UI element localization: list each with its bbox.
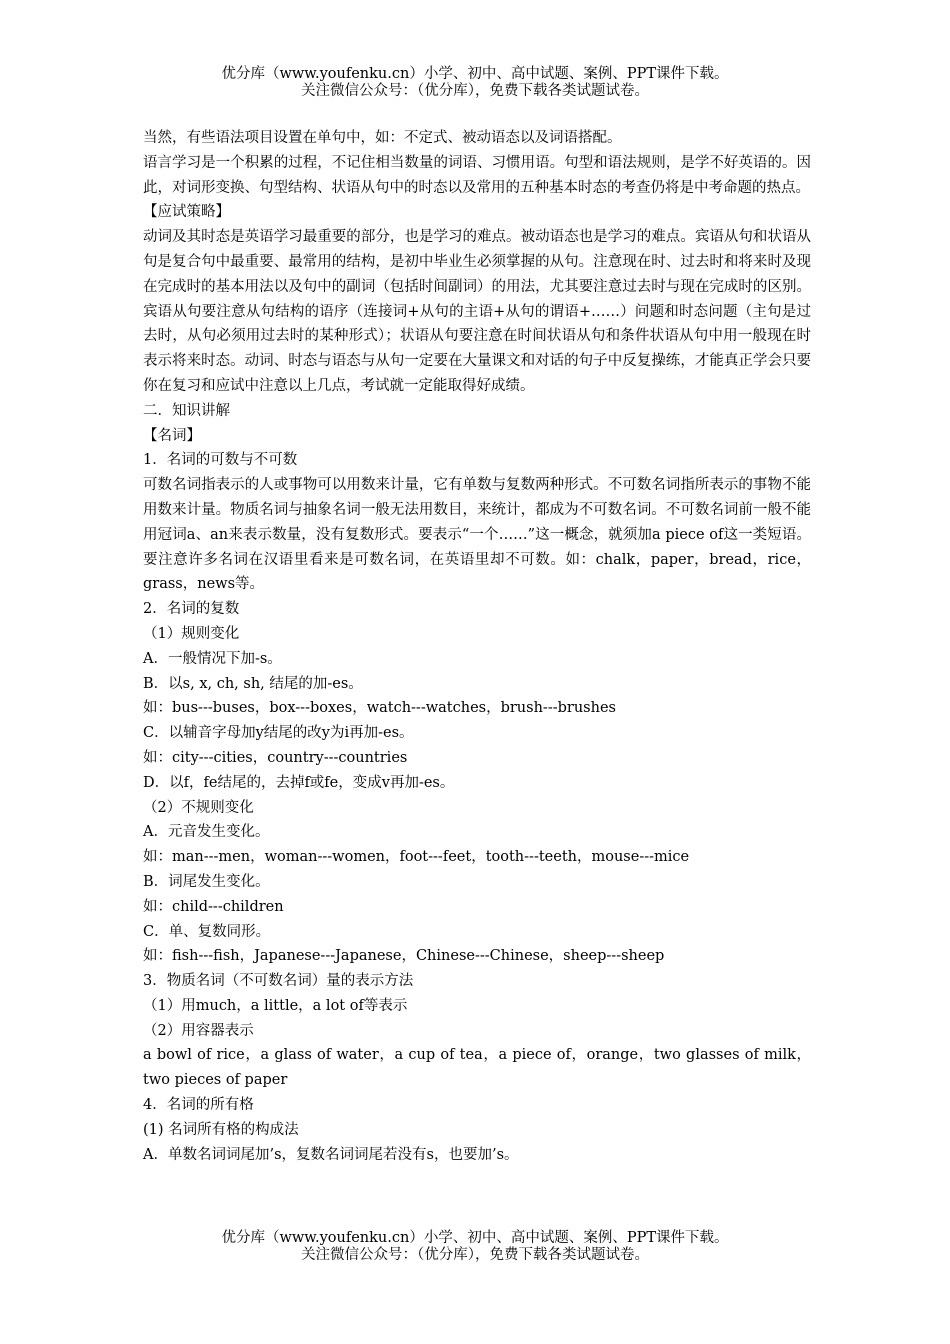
header-line-1: 优分库（www.youfenku.cn）小学、初中、高中试题、案例、PPT课件下载。 (221, 66, 729, 82)
paragraph-language-learning: 语言学习是一个积累的过程，不记住相当数量的词语、习惯用语。句型和语法规则，是学不好英语的。因此，对词形变换、句型结构、状语从句中的时态以及常用的五种基本时态的考查仍将是中考命题的热点。 (143, 154, 811, 196)
section-heading-strategy: 【应试策略】 (143, 204, 230, 221)
paragraph-strategy: 动词及其时态是英语学习最重要的部分，也是学习的难点。被动语态也是学习的难点。宾语从句和状语从句是复合句中最重要、最常用的结构，是初中毕业生必须掌握的从句。注意现在时、过去时和将来时及现在完成时的基本用法以及句中的副词（包括时间副词）的用法，尤其要注意过去时与现在完成时的区别。宾语从句要注意从句结构的语序（连接词+从句的主语+从句的谓语+……）问题和时态问题（主句是过去时，从句必须用过去时的某种形式）；状语从句要注意在时间状语从句和条件状语从句中用一般现在时表示将来时态。动词、时态与语态与从句一定要在大量课文和对话的句子中反复操练，才能真正学会只要你在复习和应试中注意以上几点，考试就一定能取得好成绩。 (143, 229, 811, 394)
list-item: （1）用much，a little，a lot of等表示 (143, 997, 408, 1014)
example-line: 如：child---children (143, 898, 284, 915)
subheading-plural: 2．名词的复数 (143, 601, 240, 618)
list-item: C．以辅音字母加y结尾的改y为i再加-es。 (143, 725, 414, 742)
page-footer (0, 1230, 950, 1264)
list-item: B．以s, x, ch, sh, 结尾的加-es。 (143, 675, 363, 692)
example-line: 如：bus---buses，box---boxes，watch---watches，brush---brushes (143, 700, 616, 717)
section-heading-knowledge: 二．知识讲解 (143, 402, 230, 419)
example-line: 如：fish---fish，Japanese---Japanese，Chinese---Chinese，sheep---sheep (143, 948, 665, 965)
example-paragraph-containers: a bowl of rice，a glass of water，a cup of tea，a piece of，orange，two glasses of milk，two pieces of paper (143, 1047, 811, 1089)
header-line-2: 关注微信公众号：（优分库），免费下载各类试题试卷。 (301, 83, 649, 99)
list-item: A．元音发生变化。 (143, 824, 270, 841)
list-item: （2）不规则变化 (143, 799, 254, 816)
footer-line-1: 优分库（www.youfenku.cn）小学、初中、高中试题、案例、PPT课件下载。 (221, 1230, 729, 1246)
paragraph-countable: 可数名词指表示的人或事物可以用数来计量，它有单数与复数两种形式。不可数名词指所表示的事物不能用数来计量。物质名词与抽象名词一般无法用数目，来统计，都成为不可数名词。不可数名词前一般不能用冠词a、an来表示数量，没有复数形式。要表示“一个……”这一概念，就须加a piece of这一类短语。要注意许多名词在汉语里看来是可数名词，在英语里却不可数。如：chalk，paper，bread，rice，grass，news等。 (143, 477, 811, 593)
list-item: B．词尾发生变化。 (143, 873, 270, 890)
list-item: C．单、复数同形。 (143, 923, 271, 940)
list-item: A．单数名词词尾加’s，复数名词词尾若没有s，也要加’s。 (143, 1146, 519, 1163)
subheading-countable: 1．名词的可数与不可数 (143, 452, 298, 469)
list-item: (1) 名词所有格的构成法 (143, 1121, 299, 1138)
document-body (143, 126, 811, 1167)
subheading-possessive: 4．名词的所有格 (143, 1097, 254, 1114)
list-item: （1）规则变化 (143, 625, 240, 642)
section-heading-noun: 【名词】 (143, 427, 201, 444)
footer-line-2: 关注微信公众号：（优分库），免费下载各类试题试卷。 (301, 1247, 649, 1263)
example-line: 如：man---men，woman---women，foot---feet，tooth---teeth，mouse---mice (143, 849, 690, 866)
list-item: D．以f，fe结尾的，去掉f或fe，变成v再加-es。 (143, 774, 455, 791)
subheading-material-nouns: 3．物质名词（不可数名词）量的表示方法 (143, 973, 414, 990)
page-header (0, 66, 950, 100)
example-line: 如：city---cities，country---countries (143, 749, 408, 766)
list-item: A．一般情况下加-s。 (143, 650, 282, 667)
list-item: （2）用容器表示 (143, 1022, 254, 1039)
paragraph-intro: 当然，有些语法项目设置在单句中，如：不定式、被动语态以及词语搭配。 (143, 130, 622, 146)
